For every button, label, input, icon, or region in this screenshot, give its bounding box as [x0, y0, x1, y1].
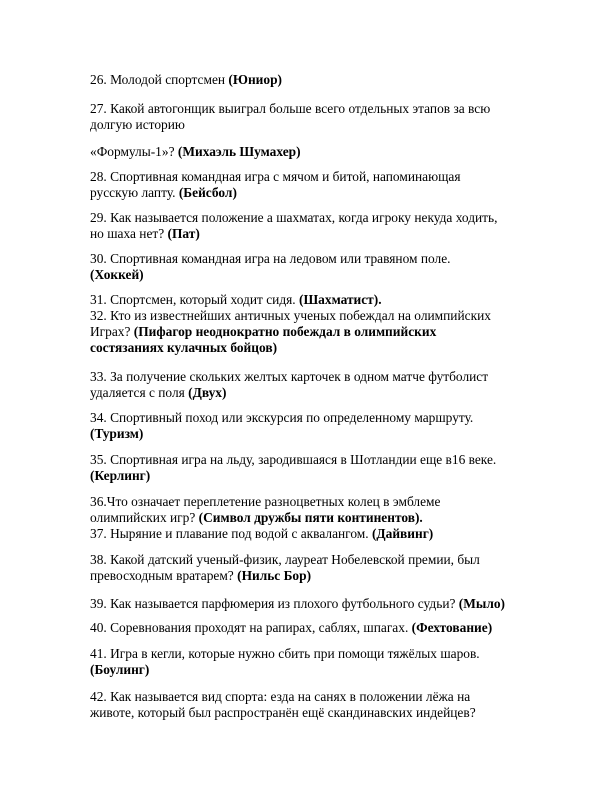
question-item — [90, 452, 530, 484]
question-line — [90, 526, 530, 542]
question-line — [90, 552, 530, 568]
question-line — [90, 308, 530, 324]
question-line — [90, 369, 530, 385]
question-line — [90, 662, 530, 678]
question-line — [90, 117, 530, 133]
question-text: 28. Спортивная командная игра с мячом и битой, напоминающая — [90, 169, 461, 184]
question-item — [90, 101, 530, 133]
question-text: 26. Молодой спортсмен — [90, 72, 229, 87]
question-text: 30. Спортивная командная игра на ледовом или травяном поле. — [90, 251, 451, 266]
question-line — [90, 72, 530, 88]
question-text: долгую историю — [90, 117, 185, 132]
question-item — [90, 169, 530, 201]
question-text: олимпийских игр? — [90, 510, 199, 525]
question-text: 41. Игра в кегли, которые нужно сбить при помощи тяжёлых шаров. — [90, 646, 480, 661]
question-item — [90, 689, 530, 721]
question-line — [90, 251, 530, 267]
answer-text: (Хоккей) — [90, 267, 144, 282]
question-line — [90, 226, 530, 242]
question-text: Играх? — [90, 324, 134, 339]
question-line — [90, 620, 530, 636]
question-item — [90, 410, 530, 442]
question-text: 36.Что означает переплетение разноцветных колец в эмблеме — [90, 494, 441, 509]
question-text: 31. Спортсмен, который ходит сидя. — [90, 292, 300, 307]
question-text: 35. Спортивная игра на льду, зародившаяся в Шотландии еще в16 веке. — [90, 452, 497, 467]
question-text: 27. Какой автогонщик выиграл больше всего отдельных этапов за всю — [90, 101, 491, 116]
question-line — [90, 340, 530, 356]
answer-text: (Михаэль Шумахер) — [177, 144, 301, 159]
question-line — [90, 410, 530, 426]
question-item — [90, 494, 530, 542]
answer-text: (Символ дружбы пяти континентов). — [198, 510, 423, 525]
question-item — [90, 210, 530, 242]
answer-text: (Дайвинг) — [371, 526, 434, 541]
question-item — [90, 552, 530, 584]
answer-text: (Туризм) — [90, 426, 144, 441]
answer-text: (Боулинг) — [90, 662, 150, 677]
question-line — [90, 144, 530, 160]
answer-text: (Бейсбол) — [178, 185, 237, 200]
question-text: 37. Ныряние и плавание под водой с аквалангом. — [90, 526, 372, 541]
question-text: удаляется с поля — [90, 385, 189, 400]
question-item — [90, 251, 530, 283]
question-text: «Формулы-1»? — [90, 144, 178, 159]
question-line — [90, 468, 530, 484]
question-line — [90, 705, 530, 721]
question-line — [90, 185, 530, 201]
question-text: но шаха нет? — [90, 226, 168, 241]
question-item — [90, 596, 530, 612]
question-line — [90, 426, 530, 442]
answer-text: (Керлинг) — [90, 468, 151, 483]
question-text: животе, который был распространён ещё скандинавских индейцев? — [90, 705, 476, 720]
answer-text: (Юниор) — [228, 72, 282, 87]
answer-text: (Шахматист). — [299, 292, 382, 307]
answer-text: (Двух) — [188, 385, 227, 400]
answer-text: (Фехтование) — [411, 620, 493, 635]
question-text: 33. За получение скольких желтых карточек в одном матче футболист — [90, 369, 489, 384]
question-text: 32. Кто из известнейших античных ученых побеждал на олимпийских — [90, 308, 491, 323]
answer-text: (Пифагор неоднократно побеждал в олимпийских — [133, 324, 437, 339]
question-line — [90, 452, 530, 468]
question-text: 29. Как называется положение а шахматах, когда игроку некуда ходить, — [90, 210, 498, 225]
question-line — [90, 210, 530, 226]
question-line — [90, 689, 530, 705]
question-line — [90, 292, 530, 308]
question-item — [90, 72, 530, 88]
question-item — [90, 144, 530, 160]
question-line — [90, 267, 530, 283]
answer-text: (Пат) — [167, 226, 200, 241]
question-text: русскую лапту. — [90, 185, 179, 200]
question-line — [90, 494, 530, 510]
question-line — [90, 324, 530, 340]
question-line — [90, 568, 530, 584]
question-line — [90, 510, 530, 526]
question-line — [90, 169, 530, 185]
answer-text: (Нильс Бор) — [237, 568, 312, 583]
question-item — [90, 292, 530, 356]
question-item — [90, 620, 530, 636]
question-item — [90, 369, 530, 401]
question-text: превосходным вратарем? — [90, 568, 238, 583]
question-text: 39. Как называется парфюмерия из плохого футбольного судьи? — [90, 596, 459, 611]
question-line — [90, 596, 530, 612]
question-line — [90, 646, 530, 662]
answer-text: состязаниях кулачных бойцов) — [90, 340, 278, 355]
question-text: 34. Спортивный поход или экскурсия по определенному маршруту. — [90, 410, 474, 425]
answer-text: (Мыло) — [458, 596, 506, 611]
question-text: 40. Соревнования проходят на рапирах, саблях, шпагах. — [90, 620, 412, 635]
question-text: 38. Какой датский ученый-физик, лауреат Нобелевской премии, был — [90, 552, 480, 567]
question-line — [90, 101, 530, 117]
question-line — [90, 385, 530, 401]
question-item — [90, 646, 530, 678]
question-text: 42. Как называется вид спорта: езда на санях в положении лёжа на — [90, 689, 471, 704]
